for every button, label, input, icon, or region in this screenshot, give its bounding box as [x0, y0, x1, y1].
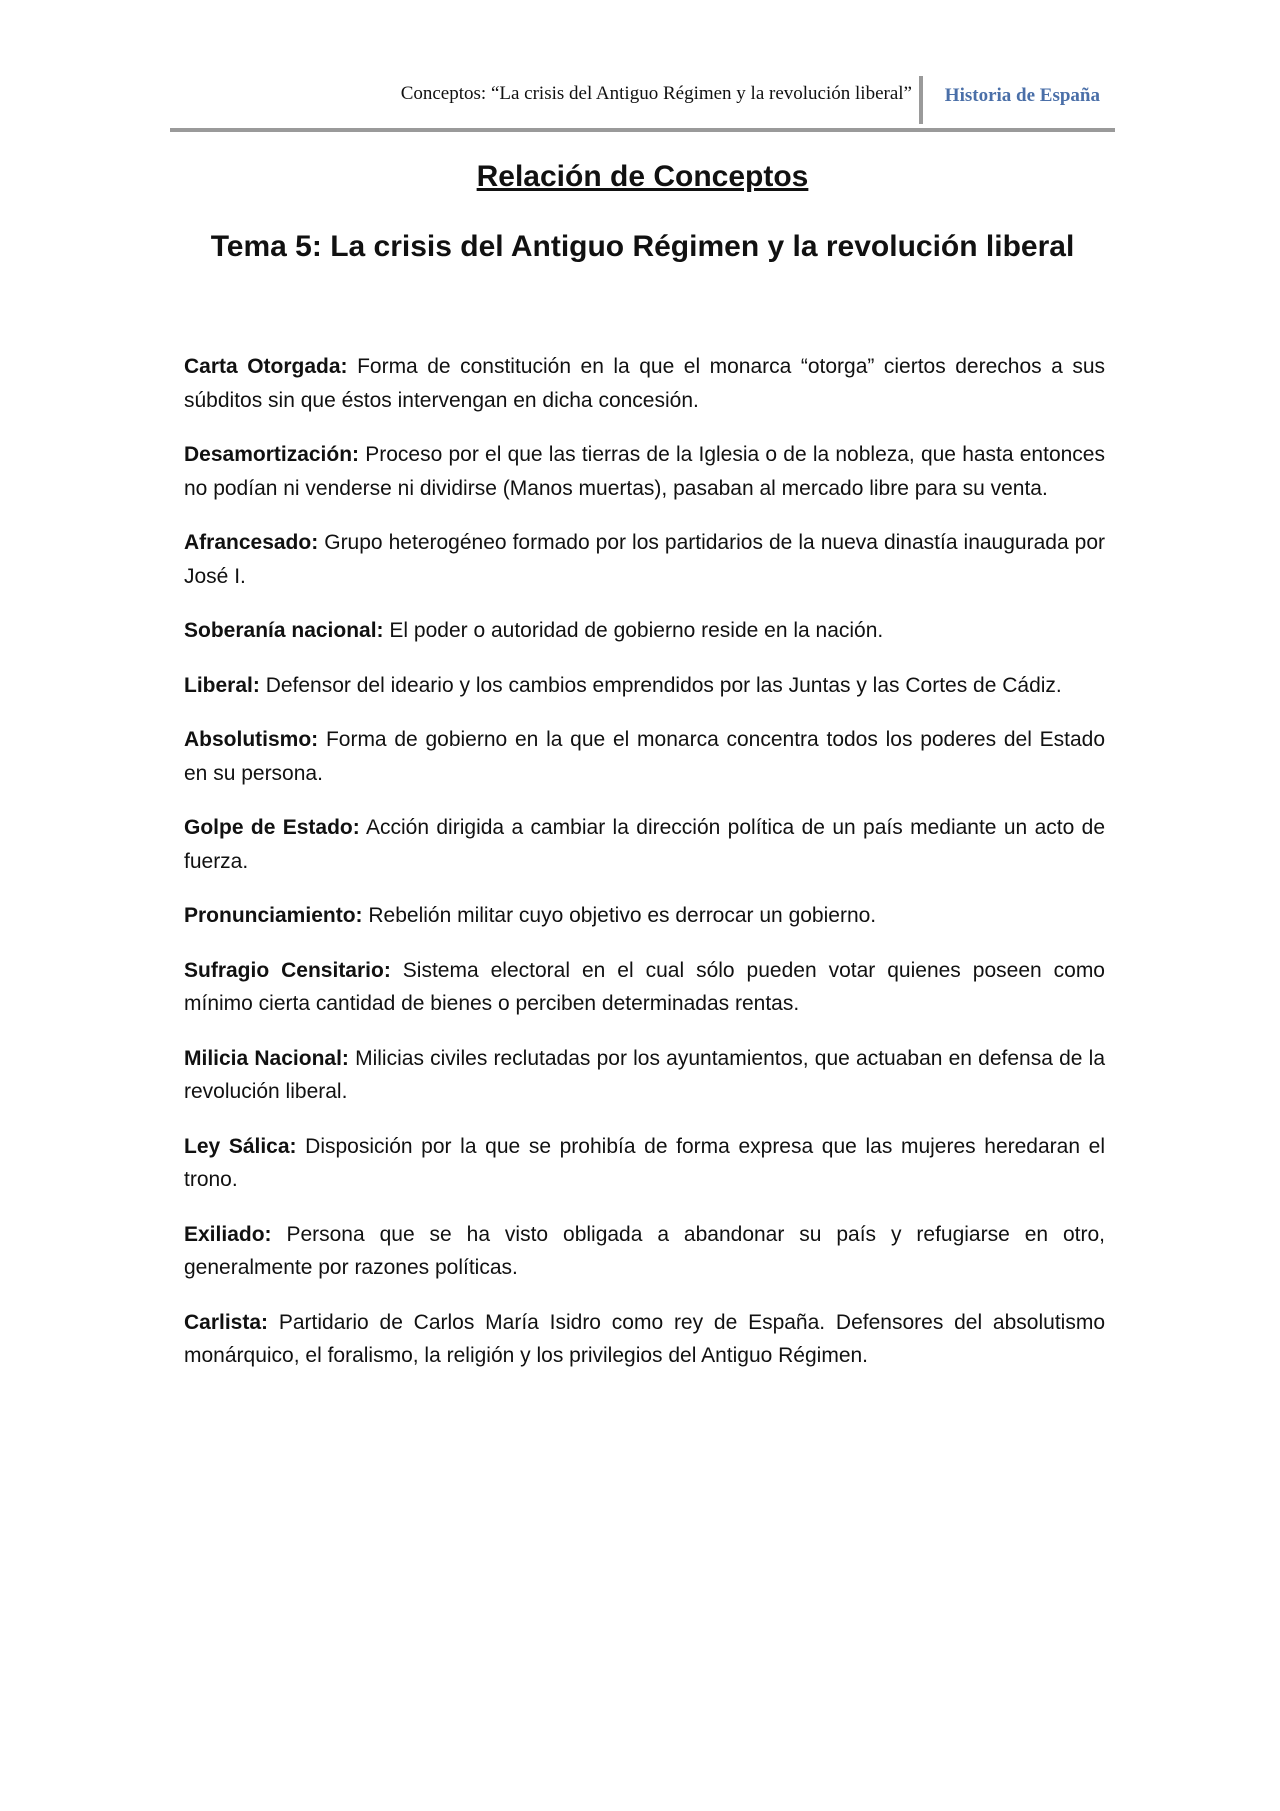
concept-item — [184, 614, 1105, 648]
concept-term: Carlista: — [184, 1310, 269, 1334]
concept-item — [184, 1130, 1105, 1197]
concept-list — [184, 350, 1105, 1394]
page-subtitle: Tema 5: La crisis del Antiguo Régimen y la revolución liberal — [210, 230, 1075, 263]
concept-term: Pronunciamiento: — [184, 904, 363, 927]
concept-definition: Defensor del ideario y los cambios emprendidos por las Juntas y las Cortes de Cádiz. — [265, 673, 1062, 697]
concept-item — [184, 723, 1105, 790]
header-subject: Historia de España — [944, 85, 1100, 106]
concept-item — [184, 438, 1105, 505]
concept-definition: Sistema electoral en el cual sólo pueden votar quienes poseen como mínimo cierta cantidad de bienes o perciben determinadas rentas. — [184, 958, 1105, 1015]
concept-term: Exiliado: — [184, 1222, 272, 1246]
concept-term: Absolutismo: — [184, 728, 319, 751]
concept-item — [184, 811, 1105, 878]
concept-term: Sufragio Censitario: — [184, 958, 391, 982]
concept-definition: Forma de constitución en la que el monarca “otorga” ciertos derechos a sus súbditos sin que éstos intervengan en dicha concesión. — [184, 355, 1106, 412]
concept-definition: El poder o autoridad de gobierno reside en la nación. — [389, 619, 884, 642]
header-document-title: Conceptos: “La crisis del Antiguo Régimen y la revolución liberal” — [400, 83, 912, 104]
concept-definition: Grupo heterogéneo formado por los partidarios de la nueva dinastía inaugurada por José I. — [184, 531, 1105, 588]
concept-term: Desamortización: — [184, 443, 360, 466]
concept-item — [184, 899, 1105, 933]
concept-definition: Rebelión militar cuyo objetivo es derrocar un gobierno. — [368, 904, 877, 927]
concept-item — [184, 669, 1105, 703]
concept-term: Ley Sálica: — [184, 1134, 297, 1158]
concept-item — [184, 1218, 1105, 1285]
concept-term: Golpe de Estado: — [184, 816, 360, 839]
concept-item — [184, 350, 1105, 417]
concept-definition: Acción dirigida a cambiar la dirección política de un país mediante un acto de fuerza. — [184, 816, 1106, 873]
page-title: Relación de Conceptos — [476, 160, 809, 193]
concept-term: Milicia Nacional: — [184, 1046, 349, 1070]
header-divider — [919, 76, 923, 124]
concept-definition: Persona que se ha visto obligada a abandonar su país y refugiarse en otro, generalmente por razones políticas. — [184, 1222, 1105, 1279]
concept-definition: Proceso por el que las tierras de la Iglesia o de la nobleza, que hasta entonces no podían ni venderse ni dividirse (Manos muertas), pasaban al mercado libre para su venta. — [184, 443, 1105, 500]
concept-term: Soberanía nacional: — [184, 619, 384, 642]
concept-term: Liberal: — [184, 673, 260, 697]
concept-definition: Milicias civiles reclutadas por los ayuntamientos, que actuaban en defensa de la revolución liberal. — [184, 1046, 1105, 1103]
concept-definition: Partidario de Carlos María Isidro como rey de España. Defensores del absolutismo monárquico, el foralismo, la religión y los privilegios del Antiguo Régimen. — [184, 1310, 1105, 1367]
concept-definition: Disposición por la que se prohibía de forma expresa que las mujeres heredaran el trono. — [184, 1134, 1105, 1191]
concept-item — [184, 1042, 1105, 1109]
concept-item — [184, 954, 1105, 1021]
concept-item — [184, 526, 1105, 593]
page-header — [170, 76, 1115, 132]
concept-term: Afrancesado: — [184, 531, 319, 554]
concept-item — [184, 1306, 1105, 1373]
concept-definition: Forma de gobierno en la que el monarca concentra todos los poderes del Estado en su persona. — [184, 728, 1105, 785]
concept-term: Carta Otorgada: — [184, 355, 348, 378]
